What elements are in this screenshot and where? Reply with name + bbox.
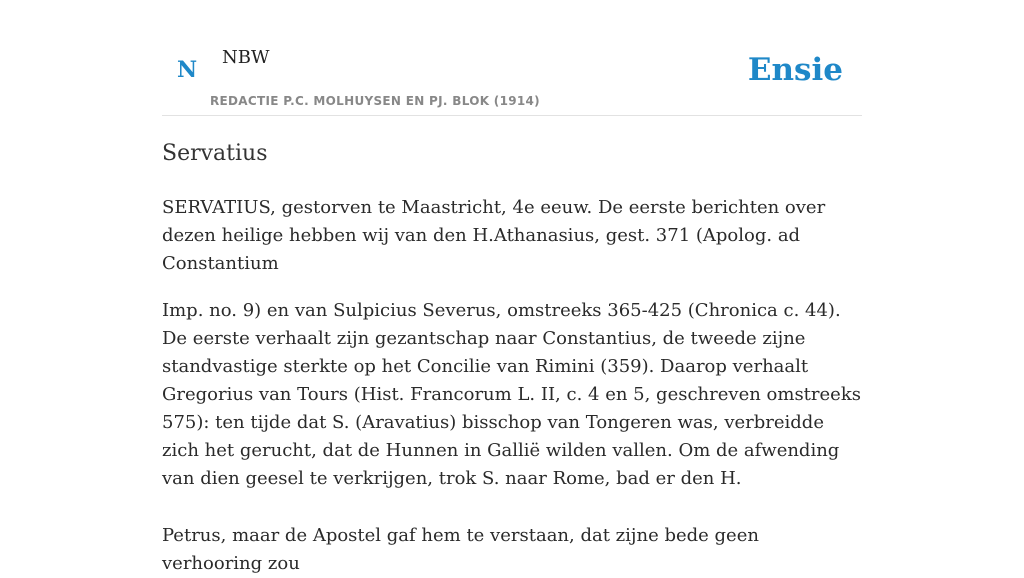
article — [162, 138, 862, 578]
source-logo[interactable]: N — [177, 57, 198, 83]
article-paragraph: SERVATIUS, gestorven te Maastricht, 4e eeuw. De eerste berichten over dezen heilige hebben wij van den H.Athanasius, gest. 371 (Apolog. ad Constantium — [162, 197, 826, 274]
article-paragraph: Petrus, maar de Apostel gaf hem te verstaan, dat zijne bede geen verhooring zou — [162, 525, 759, 574]
article-title: Servatius — [162, 141, 268, 166]
source-name[interactable]: NBW — [222, 47, 270, 68]
article-paragraph: Imp. no. 9) en van Sulpicius Severus, omstreeks 365-425 (Chronica c. 44). De eerste verhaalt zijn gezantschap naar Constantius, de tweede zijne standvastige sterkte op het Concilie van Rimini (359). Daarop verhaalt Gregorius van Tours (Hist. Francorum L. II, c. 4 en 5, geschreven omstreeks 575): ten tijde dat S. (Aravatius) bisschop van Tongeren was, verbreidde zich het gerucht, dat de Hunnen in Gallië wilden vallen. Om de afwending van dien geesel te verkrijgen, trok S. naar Rome, bad er den H. — [162, 300, 861, 489]
brand-logo-link[interactable]: Ensie — [747, 52, 843, 88]
source-subtitle: REDACTIE P.C. MOLHUYSEN EN PJ. BLOK (1914) — [210, 94, 540, 108]
site-header — [162, 0, 862, 116]
